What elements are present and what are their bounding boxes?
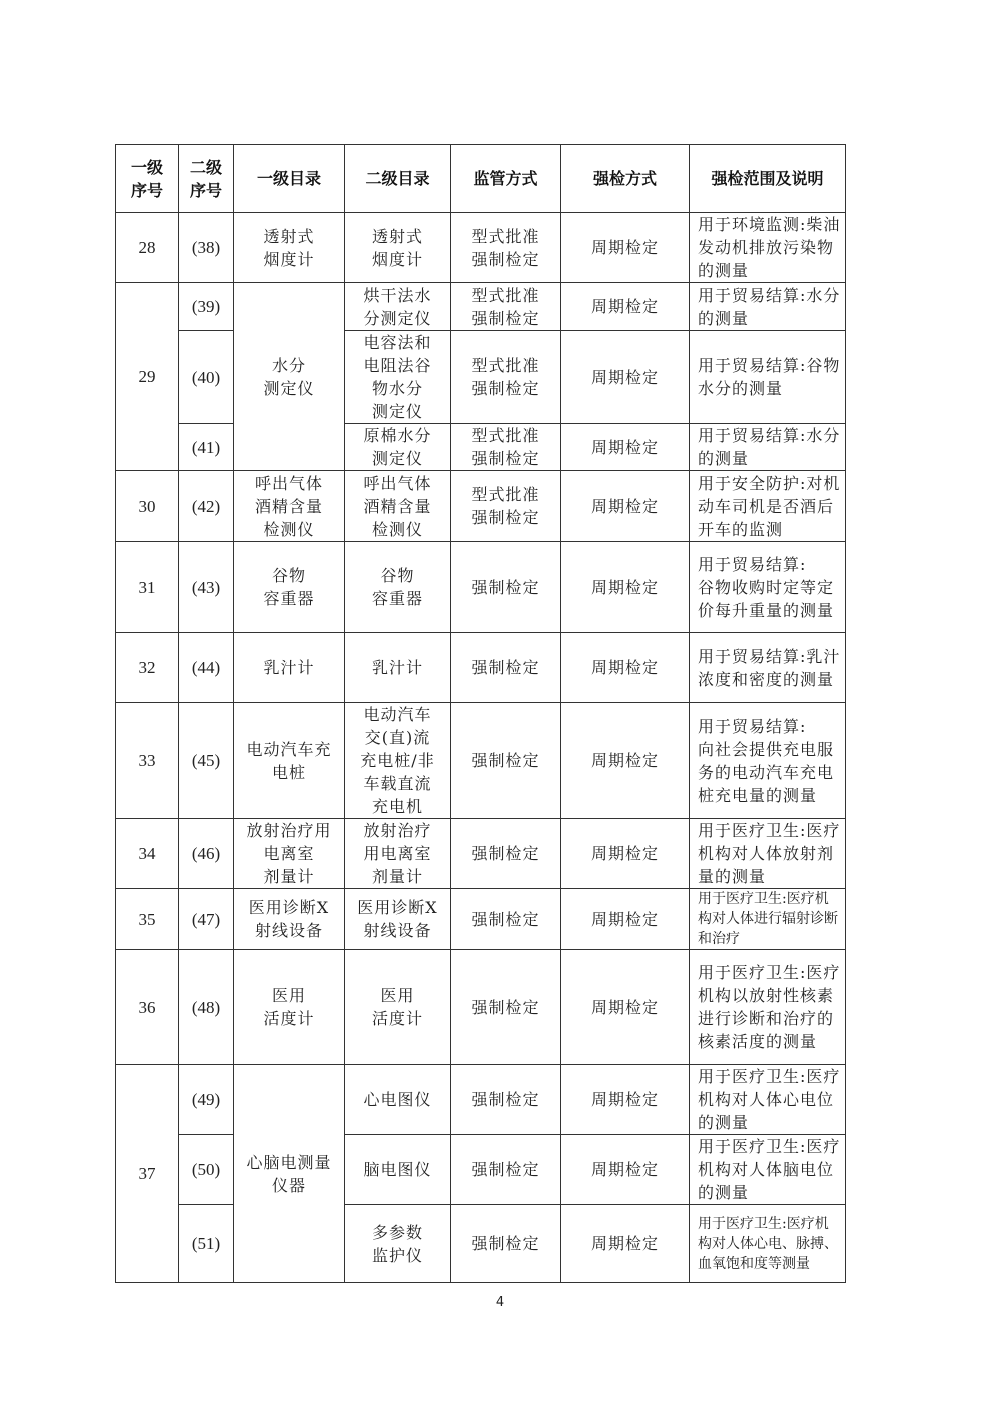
inspection-method-cell: 周期检定 (561, 950, 690, 1065)
primary-no-cell: 32 (116, 633, 179, 703)
scope-description-cell: 用于贸易结算:水分的测量 (690, 424, 846, 471)
inspection-method-cell: 周期检定 (561, 331, 690, 424)
table-row (116, 283, 846, 331)
supervision-cell: 型式批准 强制检定 (451, 331, 561, 424)
secondary-no-cell: (45) (179, 703, 234, 819)
scope-description-cell: 用于贸易结算:水分的测量 (690, 283, 846, 331)
table-row (116, 424, 846, 471)
secondary-category-cell: 呼出气体 酒精含量 检测仪 (345, 471, 451, 542)
primary-category-cell: 心脑电测量 仪器 (234, 1065, 345, 1283)
secondary-no-cell: (39) (179, 283, 234, 331)
inspection-method-cell: 周期检定 (561, 633, 690, 703)
table-row (116, 471, 846, 542)
header-secondary-no: 二级 序号 (179, 145, 234, 213)
secondary-no-cell: (50) (179, 1135, 234, 1205)
secondary-no-cell: (38) (179, 213, 234, 283)
supervision-cell: 型式批准 强制检定 (451, 471, 561, 542)
table-row (116, 1135, 846, 1205)
supervision-cell: 型式批准 强制检定 (451, 424, 561, 471)
inspection-table (115, 144, 846, 1283)
secondary-no-cell: (42) (179, 471, 234, 542)
inspection-method-cell: 周期检定 (561, 1065, 690, 1135)
primary-category-cell: 乳汁计 (234, 633, 345, 703)
secondary-category-cell: 原棉水分 测定仪 (345, 424, 451, 471)
table-body (116, 213, 846, 1283)
table-row (116, 703, 846, 819)
secondary-no-cell: (41) (179, 424, 234, 471)
header-primary-category: 一级目录 (234, 145, 345, 213)
header-primary-no: 一级 序号 (116, 145, 179, 213)
primary-category-cell: 医用 活度计 (234, 950, 345, 1065)
secondary-category-cell: 谷物 容重器 (345, 542, 451, 633)
scope-description-cell: 用于环境监测:柴油发动机排放污染物的测量 (690, 213, 846, 283)
supervision-cell: 强制检定 (451, 1135, 561, 1205)
scope-description-cell: 用于贸易结算: 向社会提供充电服务的电动汽车充电桩充电量的测量 (690, 703, 846, 819)
inspection-method-cell: 周期检定 (561, 424, 690, 471)
inspection-method-cell: 周期检定 (561, 471, 690, 542)
scope-description-cell: 用于贸易结算: 谷物收购时定等定价每升重量的测量 (690, 542, 846, 633)
primary-no-cell: 36 (116, 950, 179, 1065)
secondary-category-cell: 放射治疗 用电离室 剂量计 (345, 819, 451, 889)
inspection-method-cell: 周期检定 (561, 283, 690, 331)
secondary-no-cell: (51) (179, 1205, 234, 1283)
scope-description-cell: 用于医疗卫生:医疗机构对人体心电、脉搏、血氧饱和度等测量 (690, 1205, 846, 1283)
table-row (116, 542, 846, 633)
supervision-cell: 强制检定 (451, 819, 561, 889)
primary-category-cell: 医用诊断X 射线设备 (234, 889, 345, 950)
secondary-category-cell: 多参数 监护仪 (345, 1205, 451, 1283)
table-row (116, 819, 846, 889)
inspection-method-cell: 周期检定 (561, 1205, 690, 1283)
inspection-method-cell: 周期检定 (561, 213, 690, 283)
secondary-no-cell: (40) (179, 331, 234, 424)
scope-description-cell: 用于贸易结算:乳汁浓度和密度的测量 (690, 633, 846, 703)
primary-category-cell: 电动汽车充 电桩 (234, 703, 345, 819)
inspection-method-cell: 周期检定 (561, 1135, 690, 1205)
table-row (116, 633, 846, 703)
scope-description-cell: 用于医疗卫生:医疗机构对人体脑电位的测量 (690, 1135, 846, 1205)
secondary-category-cell: 烘干法水 分测定仪 (345, 283, 451, 331)
page-number: 4 (495, 1295, 505, 1310)
header-supervision: 监管方式 (451, 145, 561, 213)
secondary-category-cell: 透射式 烟度计 (345, 213, 451, 283)
primary-no-cell: 31 (116, 542, 179, 633)
primary-no-cell: 37 (116, 1065, 179, 1283)
secondary-category-cell: 电容法和 电阻法谷 物水分 测定仪 (345, 331, 451, 424)
primary-category-cell: 透射式 烟度计 (234, 213, 345, 283)
table-row (116, 1205, 846, 1283)
primary-category-cell: 谷物 容重器 (234, 542, 345, 633)
secondary-category-cell: 医用诊断X 射线设备 (345, 889, 451, 950)
inspection-method-cell: 周期检定 (561, 819, 690, 889)
supervision-cell: 型式批准 强制检定 (451, 283, 561, 331)
table-row (116, 889, 846, 950)
supervision-cell: 强制检定 (451, 1205, 561, 1283)
secondary-category-cell: 心电图仪 (345, 1065, 451, 1135)
supervision-cell: 强制检定 (451, 889, 561, 950)
primary-category-cell: 放射治疗用 电离室 剂量计 (234, 819, 345, 889)
primary-no-cell: 35 (116, 889, 179, 950)
primary-no-cell: 34 (116, 819, 179, 889)
scope-description-cell: 用于安全防护:对机动车司机是否酒后开车的监测 (690, 471, 846, 542)
scope-description-cell: 用于医疗卫生:医疗机构以放射性核素进行诊断和治疗的核素活度的测量 (690, 950, 846, 1065)
scope-description-cell: 用于医疗卫生:医疗机构对人体心电位的测量 (690, 1065, 846, 1135)
inspection-method-cell: 周期检定 (561, 889, 690, 950)
table-row (116, 213, 846, 283)
primary-category-cell: 水分 测定仪 (234, 283, 345, 471)
supervision-cell: 型式批准 强制检定 (451, 213, 561, 283)
header-inspection-method: 强检方式 (561, 145, 690, 213)
secondary-category-cell: 脑电图仪 (345, 1135, 451, 1205)
secondary-no-cell: (43) (179, 542, 234, 633)
secondary-no-cell: (46) (179, 819, 234, 889)
secondary-no-cell: (47) (179, 889, 234, 950)
supervision-cell: 强制检定 (451, 950, 561, 1065)
scope-description-cell: 用于医疗卫生:医疗机构对人体进行辐射诊断和治疗 (690, 889, 846, 950)
secondary-category-cell: 乳汁计 (345, 633, 451, 703)
secondary-no-cell: (48) (179, 950, 234, 1065)
supervision-cell: 强制检定 (451, 1065, 561, 1135)
supervision-cell: 强制检定 (451, 703, 561, 819)
header-secondary-category: 二级目录 (345, 145, 451, 213)
table-row (116, 950, 846, 1065)
scope-description-cell: 用于贸易结算:谷物水分的测量 (690, 331, 846, 424)
primary-category-cell: 呼出气体 酒精含量 检测仪 (234, 471, 345, 542)
secondary-no-cell: (44) (179, 633, 234, 703)
inspection-method-cell: 周期检定 (561, 542, 690, 633)
inspection-method-cell: 周期检定 (561, 703, 690, 819)
table-header-row (116, 145, 846, 213)
primary-no-cell: 30 (116, 471, 179, 542)
table-row (116, 331, 846, 424)
header-scope: 强检范围及说明 (690, 145, 846, 213)
scope-description-cell: 用于医疗卫生:医疗机构对人体放射剂量的测量 (690, 819, 846, 889)
primary-no-cell: 28 (116, 213, 179, 283)
supervision-cell: 强制检定 (451, 542, 561, 633)
primary-no-cell: 29 (116, 283, 179, 471)
supervision-cell: 强制检定 (451, 633, 561, 703)
secondary-no-cell: (49) (179, 1065, 234, 1135)
secondary-category-cell: 电动汽车 交(直)流 充电桩/非 车载直流 充电机 (345, 703, 451, 819)
secondary-category-cell: 医用 活度计 (345, 950, 451, 1065)
table-row (116, 1065, 846, 1135)
primary-no-cell: 33 (116, 703, 179, 819)
